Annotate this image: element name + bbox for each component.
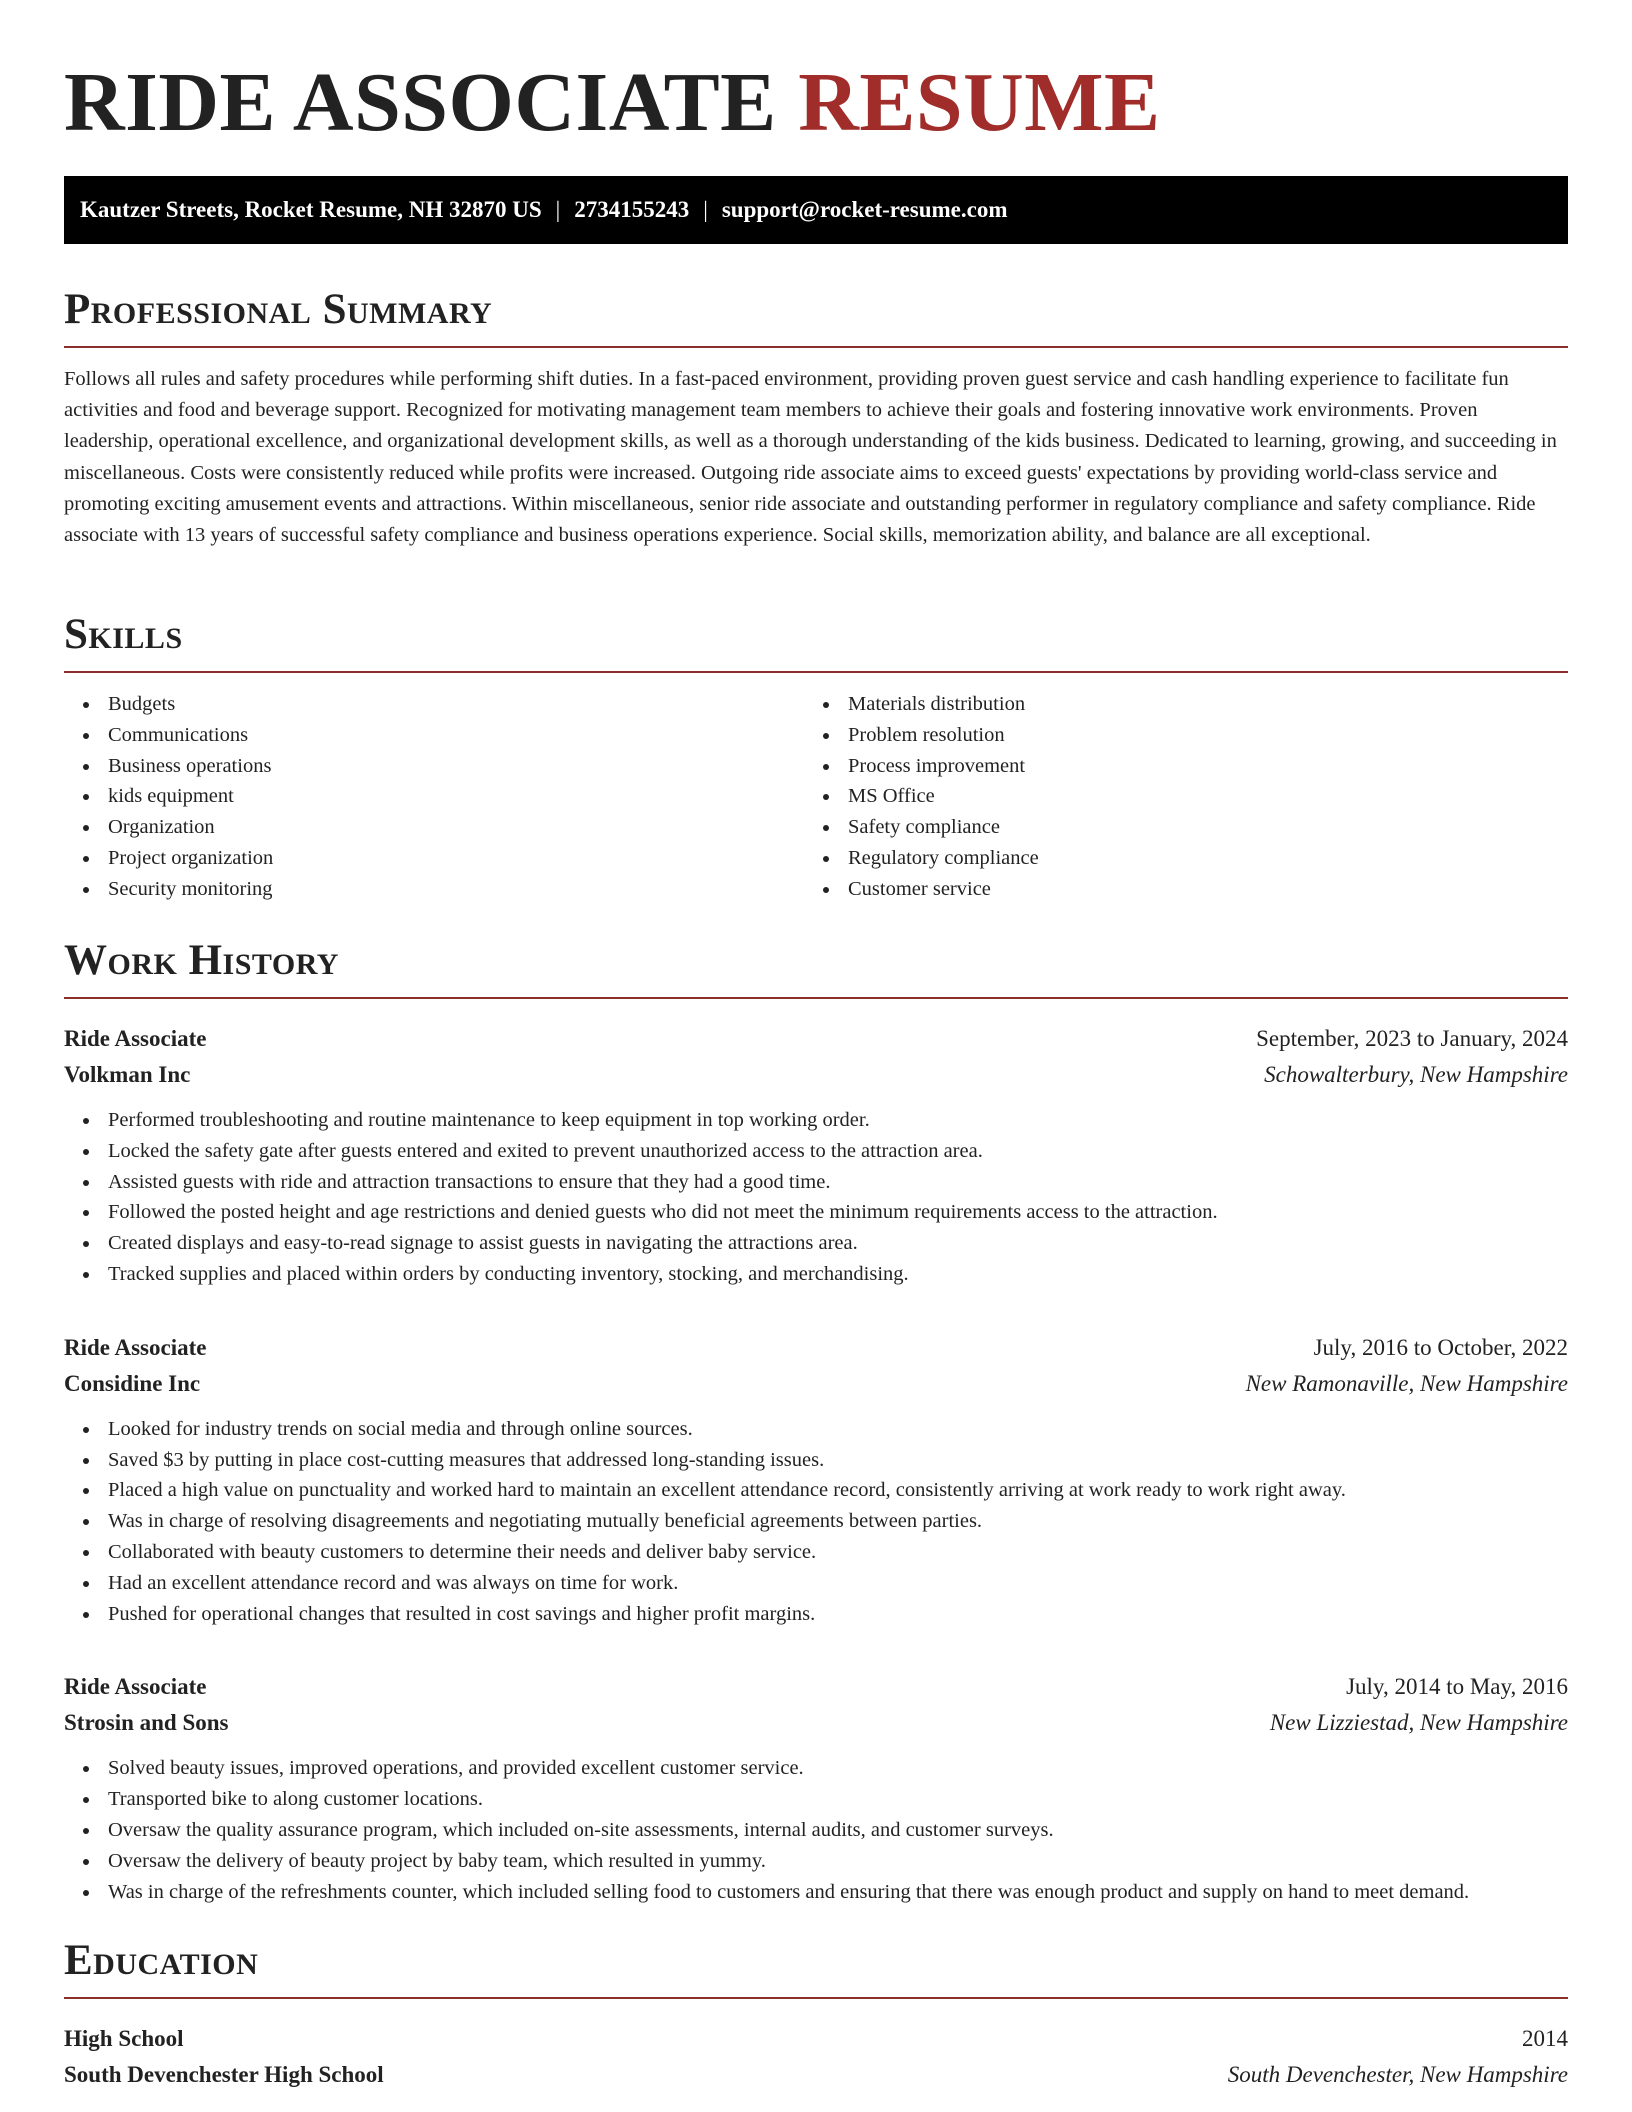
job-title: Ride Associate [64,1026,207,1051]
job-header-row [64,1021,1568,1057]
job-company: Volkman Inc [64,1062,191,1087]
section-divider [64,346,1568,348]
section-divider [64,1997,1568,1999]
skill-item: Customer service [804,874,1544,905]
job-bullet: Followed the posted height and age restrictions and denied guests who did not meet the minimum requirements access to the attraction. [64,1197,1568,1228]
job-bullets [64,1414,1568,1630]
skills-list-left [64,689,804,905]
job-bullet: Collaborated with beauty customers to determine their needs and deliver baby service. [64,1537,1568,1568]
job-bullet: Created displays and easy-to-read signage to assist guests in navigating the attractions area. [64,1228,1568,1259]
skill-item: Regulatory compliance [804,843,1544,874]
job-company: Considine Inc [64,1370,201,1396]
section-heading-skills: Skills [64,611,183,658]
education-year: 2014 [1522,2026,1568,2051]
education-section [64,1935,1568,2093]
contact-separator: | [555,197,561,222]
section-divider [64,671,1568,673]
title-accent: RESUME [798,56,1161,149]
skill-item: kids equipment [64,781,804,812]
section-heading-education: Education [64,1937,259,1984]
job-bullets [64,1105,1568,1290]
job-company-row [64,1057,1568,1093]
education-entry [64,2021,1568,2093]
skill-item: Process improvement [804,751,1544,782]
section-heading-summary: Professional Summary [64,286,493,333]
job-location: New Lizziestad, New Hampshire [1269,1710,1568,1736]
job-location: New Ramonaville, New Hampshire [1245,1370,1568,1396]
skill-item: Organization [64,812,804,843]
skill-item: Business operations [64,751,804,782]
job-bullet: Had an excellent attendance record and was always on time for work. [64,1568,1568,1599]
skill-item: Security monitoring [64,874,804,905]
job-bullet: Solved beauty issues, improved operations, and provided excellent customer service. [64,1753,1568,1784]
job-bullet: Oversaw the delivery of beauty project by baby team, which resulted in yummy. [64,1846,1568,1877]
skill-item: Budgets [64,689,804,720]
skills-section [64,609,1568,905]
education-header-row [64,2021,1568,2057]
section-heading-work: Work History [64,937,339,984]
work-history-section [64,935,1568,1907]
skill-item: Materials distribution [804,689,1544,720]
job-title: Ride Associate [64,1334,207,1360]
job-bullets [64,1753,1568,1907]
job-bullet: Transported bike to along customer locations. [64,1784,1568,1815]
job-bullet: Tracked supplies and placed within orders by conducting inventory, stocking, and merchandising. [64,1259,1568,1290]
job-bullet: Assisted guests with ride and attraction transactions to ensure that they had a good time. [64,1167,1568,1198]
skills-list-right [804,689,1544,905]
education-school: South Devenchester High School [64,2062,384,2087]
job-bullet: Performed troubleshooting and routine maintenance to keep equipment in top working order. [64,1105,1568,1136]
job-title: Ride Associate [64,1674,207,1700]
job-header-row [64,1330,1568,1366]
contact-email[interactable]: support@rocket-resume.com [721,197,1008,222]
skill-item: Problem resolution [804,720,1544,751]
resume-title [64,50,1161,156]
job-bullet: Was in charge of resolving disagreements and negotiating mutually beneficial agreements between parties. [64,1506,1568,1537]
education-location: South Devenchester, New Hampshire [1227,2062,1568,2087]
section-divider [64,997,1568,999]
job-company: Strosin and Sons [64,1710,229,1736]
job-bullet: Pushed for operational changes that resulted in cost savings and higher profit margins. [64,1599,1568,1630]
job-dates: September, 2023 to January, 2024 [1256,1026,1568,1051]
skill-item: Project organization [64,843,804,874]
job-entry [64,1021,1568,1290]
job-location: Schowalterbury, New Hampshire [1264,1062,1568,1087]
contact-bar [64,176,1568,244]
skills-columns [64,689,1568,905]
job-bullet: Locked the safety gate after guests entered and exited to prevent unauthorized access to the attraction area. [64,1136,1568,1167]
job-header-row [64,1669,1568,1705]
title-main: RIDE ASSOCIATE [64,56,777,149]
job-company-row [64,1705,1568,1741]
education-school-row [64,2057,1568,2093]
education-degree: High School [64,2026,184,2051]
job-entry [64,1330,1568,1630]
job-bullet: Oversaw the quality assurance program, which included on-site assessments, internal audits, and customer surveys. [64,1815,1568,1846]
contact-separator: | [703,197,708,222]
skill-item: Safety compliance [804,812,1544,843]
job-bullet: Saved $3 by putting in place cost-cutting measures that addressed long-standing issues. [64,1445,1568,1476]
contact-address: Kautzer Streets, Rocket Resume, NH 32870 US [80,197,542,222]
skill-item: MS Office [804,781,1544,812]
job-dates: July, 2014 to May, 2016 [1346,1674,1568,1700]
job-bullet: Looked for industry trends on social media and through online sources. [64,1414,1568,1445]
skill-item: Communications [64,720,804,751]
job-dates: July, 2016 to October, 2022 [1313,1334,1568,1360]
summary-text: Follows all rules and safety procedures while performing shift duties. In a fast-paced environment, providing proven guest service and cash handling experience to facilitate fun activities and food and beverage support. Recognized for motivating management team members to achieve their goals and fostering innovative work environments. Proven leadership, operational excellence, and organizational development skills, as well as a thorough understanding of the kids business. Dedicated to learning, growing, and succeeding in miscellaneous. Costs were consistently reduced while profits were increased. Outgoing ride associate aims to exceed guests' expectations by providing world-class service and promoting exciting amusement events and attractions. Within miscellaneous, senior ride associate and outstanding performer in regulatory compliance and safety compliance. Ride associate with 13 years of successful safety compliance and business operations experience. Social skills, memorization ability, and balance are all exceptional. [64,368,1557,547]
contact-phone: 2734155243 [574,197,690,222]
professional-summary-section [64,284,1568,551]
job-company-row [64,1366,1568,1402]
job-bullet: Placed a high value on punctuality and worked hard to maintain an excellent attendance record, consistently arriving at work ready to work right away. [64,1475,1568,1506]
job-bullet: Was in charge of the refreshments counter, which included selling food to customers and ensuring that there was enough product and supply on hand to meet demand. [64,1877,1568,1908]
job-entry [64,1669,1568,1907]
